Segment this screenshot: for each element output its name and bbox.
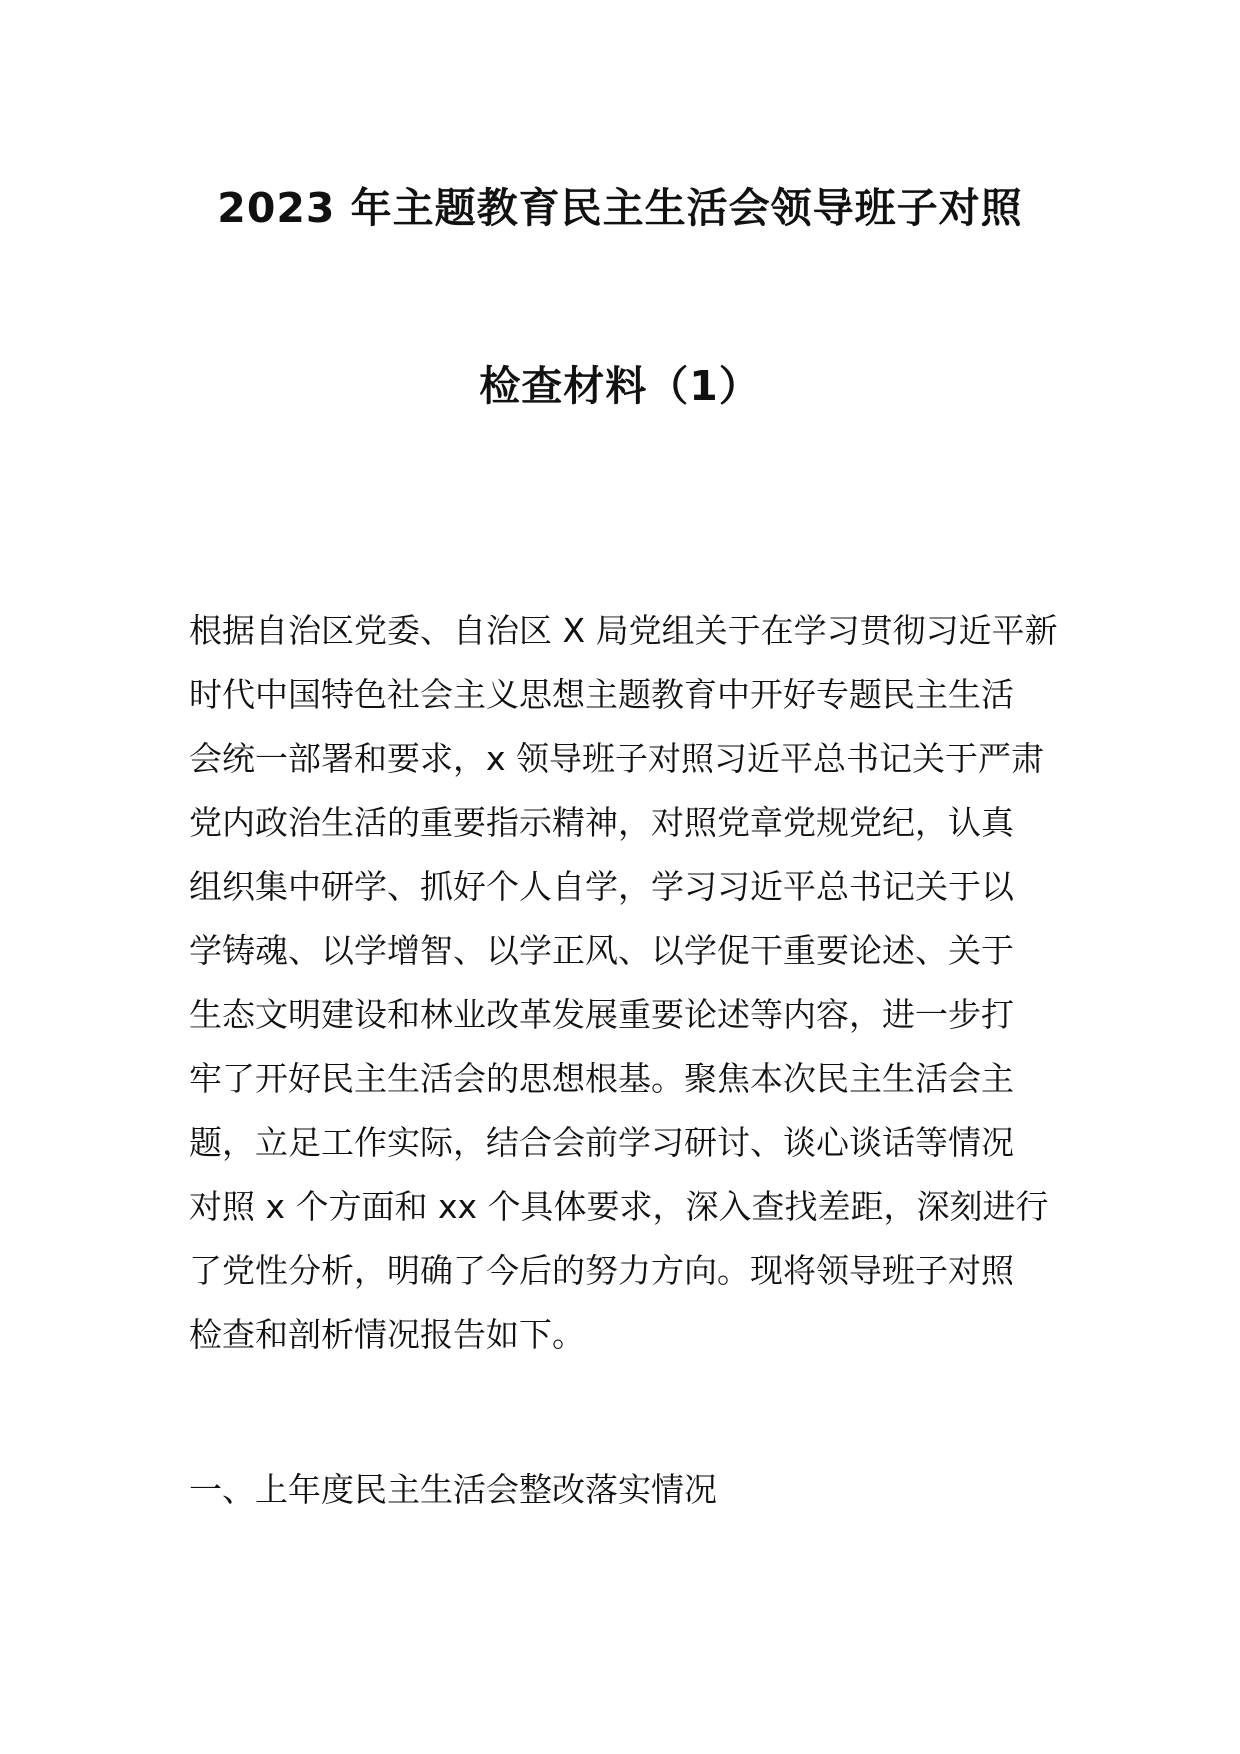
paragraph-line-12: 检查和剖析情况报告如下。 xyxy=(189,1315,585,1354)
paragraph-line-3: 会统一部署和要求，x 领导班子对照习近平总书记关于严肃 xyxy=(189,739,1045,778)
document-title-line-2: 检查材料（1） xyxy=(479,362,761,410)
paragraph-line-1: 根据自治区党委、自治区 X 局党组关于在学习贯彻习近平新 xyxy=(189,611,1058,650)
section-heading: 一、上年度民主生活会整改落实情况 xyxy=(189,1470,717,1509)
document-title-line-1: 2023 年主题教育民主生活会领导班子对照 xyxy=(217,184,1023,232)
paragraph-line-11: 了党性分析，明确了今后的努力方向。现将领导班子对照 xyxy=(189,1251,1014,1290)
paragraph-line-7: 生态文明建设和林业改革发展重要论述等内容，进一步打 xyxy=(189,995,1014,1034)
paragraph-line-4: 党内政治生活的重要指示精神，对照党章党规党纪，认真 xyxy=(189,803,1014,842)
paragraph-line-9: 题，立足工作实际，结合会前学习研讨、谈心谈话等情况 xyxy=(189,1123,1014,1162)
paragraph-line-6: 学铸魂、以学增智、以学正风、以学促干重要论述、关于 xyxy=(189,931,1014,970)
paragraph-line-2: 时代中国特色社会主义思想主题教育中开好专题民主生活 xyxy=(189,675,1014,714)
paragraph-line-8: 牢了开好民主生活会的思想根基。聚焦本次民主生活会主 xyxy=(189,1059,1014,1098)
paragraph-line-5: 组织集中研学、抓好个人自学，学习习近平总书记关于以 xyxy=(189,867,1014,906)
paragraph-line-10: 对照 x 个方面和 xx 个具体要求，深入查找差距，深刻进行 xyxy=(189,1187,1049,1226)
